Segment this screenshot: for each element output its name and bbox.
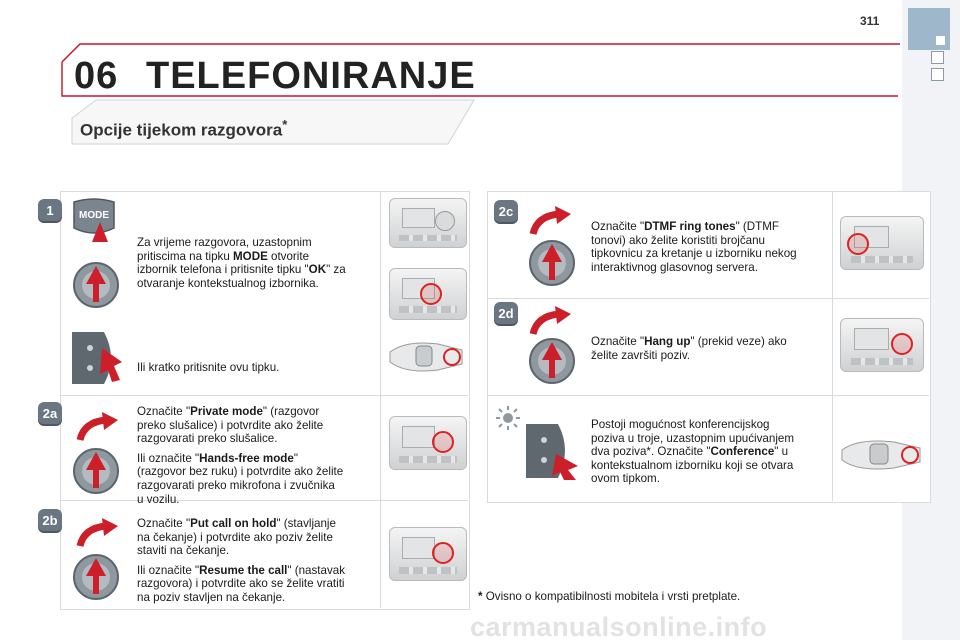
footnote-text: Ovisno o kompatibilnosti mobitela i vrsti pretplate. [485, 590, 741, 603]
keyword-hands-free: Hands-free mode [199, 451, 294, 465]
text-line: pritiscima na tipku [137, 249, 234, 263]
text-line: u vozilu. [137, 492, 180, 506]
text-line: Ili označite " [137, 563, 200, 577]
text-line: ovom tipkom. [591, 472, 660, 486]
step2a-text [137, 405, 377, 506]
page-number: 311 [860, 14, 880, 28]
keyword-put-on-hold: Put call on hold [190, 517, 277, 530]
text-line: tipkovnicu za kretanje u izborniku nekog [591, 247, 797, 261]
radio-unit-image [840, 318, 924, 372]
text-line: razgovarati preko slušalice. [137, 432, 278, 446]
step2c-text [591, 220, 829, 274]
chapter-tab-box [908, 8, 950, 50]
text-line: " (nastavak [287, 563, 346, 577]
keyword-resume-call: Resume the call [199, 563, 288, 577]
section-asterisk: * [282, 117, 288, 132]
step-badge-2a: 2a [38, 402, 62, 426]
steering-wheel-stalk-icon [520, 420, 580, 482]
text-line: Označite " [591, 335, 645, 348]
watermark: carmanualsonline.info [470, 612, 768, 642]
stalk-control-image [386, 330, 466, 380]
text-line: staviti na čekanje. [137, 544, 230, 558]
text-line: Označite " [591, 220, 645, 233]
section-title-text: Opcije tijekom razgovora [80, 120, 283, 140]
text-line: Označite " [137, 405, 191, 418]
rotate-arrow-icon [72, 518, 124, 552]
text-line: otvaranje kontekstualnog izbornika. [137, 276, 319, 290]
text-line: " (DTMF [735, 220, 779, 233]
rotary-knob-icon [70, 550, 122, 602]
divider [60, 395, 468, 396]
radio-unit-image [389, 268, 467, 320]
rotary-knob-icon [526, 334, 578, 386]
mode-button-icon [70, 198, 118, 246]
rotate-arrow-icon [72, 412, 124, 446]
text-line: poziva u troje, uzastopnim upućivanjem [591, 431, 794, 445]
keyword-private-mode: Private mode [190, 405, 263, 418]
chapter-number: 06 [74, 55, 119, 97]
steering-wheel-stalk-icon [66, 328, 126, 388]
text-line: " (razgovor [262, 405, 320, 418]
keyword-hang-up: Hang up [644, 335, 691, 348]
divider [380, 191, 381, 608]
footnote-star: * [478, 590, 483, 603]
text-line: Označite " [137, 517, 191, 530]
rotate-arrow-icon [525, 206, 577, 240]
footnote [478, 590, 740, 603]
rotary-knob-icon [70, 444, 122, 496]
tab-marker [931, 51, 944, 64]
text-line: izbornik telefona i pritisnite tipku " [137, 263, 309, 277]
rotary-knob-icon [526, 236, 578, 288]
text-line: " (prekid veze) ako [690, 335, 787, 348]
stalk-control-image [838, 428, 924, 478]
mode-button-label: MODE [79, 210, 109, 221]
text-line: razgovarati preko mikrofona i zvučnika [137, 478, 335, 492]
text-line: " za [326, 263, 346, 277]
light-info-icon [494, 404, 522, 432]
text-line: tonovi) ako želite koristiti brojčanu [591, 233, 765, 247]
text-line: (razgovor bez ruku) i potvrdite ako želite [137, 465, 344, 479]
tab-marker [931, 68, 944, 81]
conference-text [591, 418, 829, 486]
chapter-title: TELEFONIRANJE [146, 55, 476, 97]
text-line: Postoji mogućnost konferencijskog [591, 418, 770, 431]
step2d-text [591, 335, 829, 362]
step-badge-2d: 2d [494, 302, 518, 326]
radio-unit-image [840, 216, 924, 270]
keyword-ok: OK [308, 263, 327, 277]
text-line: dva poziva*. Označite " [591, 445, 711, 459]
radio-unit-image [389, 198, 467, 248]
text-line: Ili označite " [137, 451, 200, 465]
text-line: " [293, 451, 298, 465]
text-line: Za vrijeme razgovora, uzastopnim [137, 236, 312, 249]
rotary-knob-icon [70, 258, 122, 310]
text-line: preko slušalice) i potvrdite ako želite [137, 418, 324, 432]
text-line: želite završiti poziv. [591, 348, 691, 362]
divider [832, 191, 833, 501]
radio-unit-image [389, 527, 467, 581]
text-line: kontekstualnom izborniku koji se otvara [591, 458, 794, 472]
keyword-mode: MODE [233, 249, 268, 263]
step-badge-1: 1 [38, 199, 62, 223]
text-line: " (stavljanje [276, 517, 336, 530]
text-line: razgovora) i potvrdite ako se želite vratiti [137, 577, 345, 591]
divider [487, 298, 929, 299]
text-line: interaktivnog glasovnog servera. [591, 260, 758, 274]
step1-alt-text: Ili kratko pritisnite ovu tipku. [137, 361, 280, 374]
text-line: na čekanje) i potvrdite ako poziv želite [137, 530, 333, 544]
text-line: " u [774, 445, 789, 459]
radio-unit-image [389, 416, 467, 470]
step-badge-2c: 2c [494, 200, 518, 224]
text-line: otvorite [267, 249, 310, 263]
keyword-conference: Conference [710, 445, 775, 459]
divider [487, 395, 929, 396]
keyword-dtmf: DTMF ring tones [644, 220, 736, 233]
section-title [80, 117, 287, 141]
step2b-text [137, 517, 377, 605]
step-badge-2b: 2b [38, 509, 62, 533]
text-line: na poziv stavljen na čekanje. [137, 590, 286, 604]
step1-text [137, 236, 377, 290]
